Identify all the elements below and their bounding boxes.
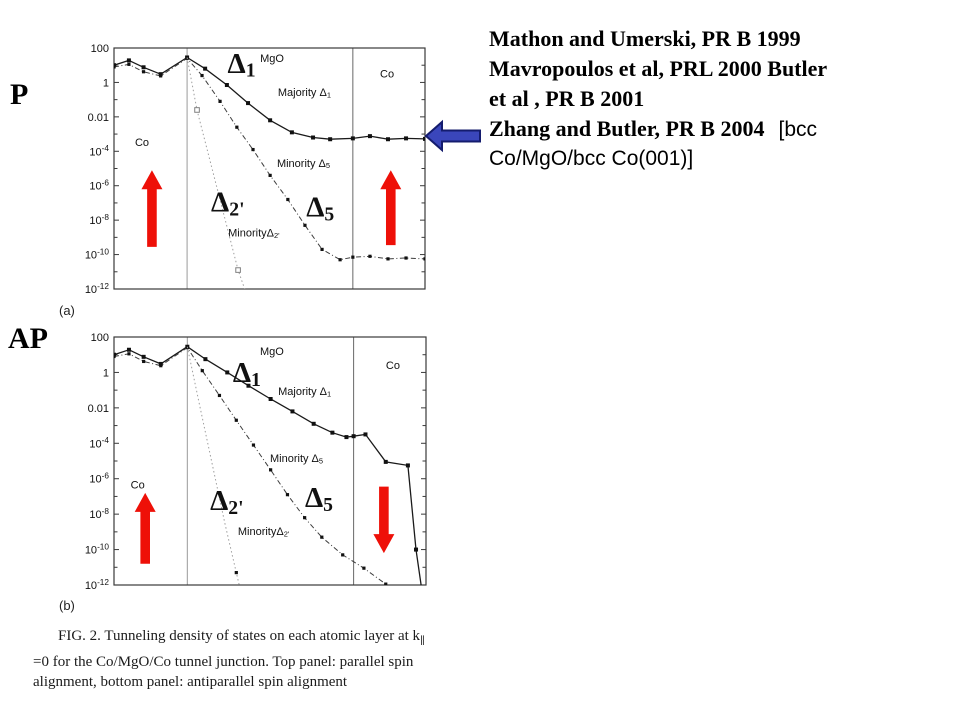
series-marker [390,590,393,593]
y-tick-label: $10^{-12}$ [84,577,109,592]
series-marker [127,63,130,66]
region-or-curve-label: MinorityΔ2' [228,227,280,240]
region-or-curve-label: Majority Δ1 [277,87,331,100]
series-marker [251,148,254,151]
series-marker [127,352,130,355]
delta-annotation: Δ5 [306,191,335,226]
series-marker [303,224,306,227]
series-marker [352,434,356,438]
series-marker [341,553,344,556]
y-tick-label: $10^{-6}$ [89,471,109,486]
series-marker [203,67,207,71]
chart-parallel-panel [55,25,470,319]
series-line [114,58,425,140]
y-tick-label: $10^{-8}$ [89,212,109,228]
series-marker [404,256,407,259]
citation-line-5: Co/MgO/bcc Co(001)] [489,147,694,170]
series-marker [312,422,316,426]
series-group [112,52,427,297]
region-or-curve-label: MgO [259,346,284,359]
series-marker [311,136,315,140]
series-marker [268,118,272,122]
citation-line-2: Mavropoulos et al, PRL 2000 Butler [489,56,828,81]
series-marker [127,58,131,62]
series-marker [235,419,238,422]
panel-letter: (b) [59,598,75,613]
delta-annotation: Δ5 [304,482,333,516]
series-group [112,345,425,600]
y-tick-label: 0.01 [87,402,109,415]
delta-annotation: Δ2' [210,485,244,519]
series-marker [320,248,323,251]
series-marker [386,137,390,141]
series-marker [303,516,306,519]
series-marker [235,571,238,574]
spin-up-arrow-icon [141,170,162,247]
series-marker [159,74,162,77]
citation-block [489,24,954,174]
citation-line-4-bold: Zhang and Butler, PR B 2004 [489,116,765,141]
blue-left-arrow-icon [426,122,480,150]
series-marker [368,255,371,258]
series-marker [269,174,272,177]
series-line [187,58,248,298]
region-or-curve-label: Co [130,479,145,492]
citation-line-1: Mathon and Umerski, PR B 1999 [489,26,801,51]
series-marker [386,257,389,260]
series-marker [201,369,204,372]
series-marker [112,65,115,68]
spin-up-arrow-icon [380,170,401,245]
antiparallel-label: AP [8,322,48,355]
series-marker [286,198,289,201]
region-or-curve-label: Minority Δ5 [270,453,324,466]
region-or-curve-label: Majority Δ1 [278,385,332,399]
series-marker [290,409,294,413]
y-tick-label: 1 [102,77,109,90]
series-marker [423,257,426,260]
y-tick-label: $10^{-4}$ [89,436,109,451]
plot-frame [114,48,425,289]
series-marker [404,136,408,140]
series-marker [286,493,289,496]
series-marker [290,130,294,134]
series-marker [414,548,418,552]
citation-line-3: et al , PR B 2001 [489,86,645,111]
caption-line-3: alignment, bottom panel: antiparallel spin alignment [33,674,348,690]
series-marker [328,137,332,141]
region-or-curve-label: Co [385,359,400,372]
series-marker [159,364,162,367]
series-marker [351,256,354,259]
citation-line-4 [489,114,954,144]
caption-line-2: =0 for the Co/MgO/Co tunnel junction. Top panel: parallel spin [33,654,414,670]
spin-down-arrow-icon [373,487,394,553]
citation-line-4-tail: [bcc [778,118,817,141]
y-tick-label: 0.01 [87,111,109,124]
series-marker [344,435,348,439]
delta-annotation: Δ2' [211,186,245,221]
series-marker [236,268,241,273]
series-marker [269,397,273,401]
panel-letter: (a) [59,303,75,318]
series-marker [225,83,229,87]
y-tick-label: 100 [90,332,109,344]
series-marker [142,355,146,359]
spin-up-arrow-icon [135,493,156,564]
k-parallel-subscript: ∥ [420,636,425,647]
series-marker [252,443,255,446]
y-tick-label: $10^{-8}$ [89,506,109,522]
series-marker [200,74,203,77]
series-marker [246,101,250,105]
series-marker [195,108,200,113]
region-or-curve-label: Minority Δ5 [276,157,331,171]
series-marker [218,394,221,397]
series-marker [127,348,131,352]
chart-antiparallel-panel [55,318,470,616]
series-marker [330,431,334,435]
blue-pointer-arrow [424,119,482,153]
delta-annotation: Δ1 [232,356,261,391]
series-marker [351,136,355,140]
region-or-curve-label: MgO [260,52,284,65]
series-marker [142,65,146,69]
region-or-curve-label: MinorityΔ2' [237,526,290,539]
series-marker [142,360,145,363]
region-or-curve-label: Co [380,68,395,81]
y-tick-label: $10^{-10}$ [84,542,109,557]
series-marker [362,567,365,570]
parallel-label: P [10,78,29,111]
figure-caption [33,626,485,692]
y-tick-label: $10^{-6}$ [89,178,109,193]
series-marker [421,595,425,599]
series-marker [338,258,341,261]
region-or-curve-label: Co [134,137,150,150]
series-marker [368,134,372,138]
y-tick-label: $10^{-12}$ [84,281,109,296]
y-tick-label: $10^{-10}$ [84,247,109,262]
series-marker [203,357,207,361]
series-marker [112,355,115,358]
series-marker [218,100,221,103]
series-marker [225,370,229,374]
series-marker [269,468,272,471]
y-tick-label: $10^{-4}$ [89,144,109,159]
series-line [114,347,423,598]
y-tick-label: 1 [102,367,109,380]
series-marker [235,126,238,129]
series-marker [363,432,367,436]
series-marker [384,460,388,464]
series-marker [320,536,323,539]
series-marker [406,463,410,467]
caption-line-1-text: FIG. 2. Tunneling density of states on each atomic layer at k [58,628,421,644]
delta-annotation: Δ1 [227,47,256,82]
series-marker [142,70,145,73]
y-tick-label: 100 [90,43,109,55]
caption-line-1 [33,626,485,652]
